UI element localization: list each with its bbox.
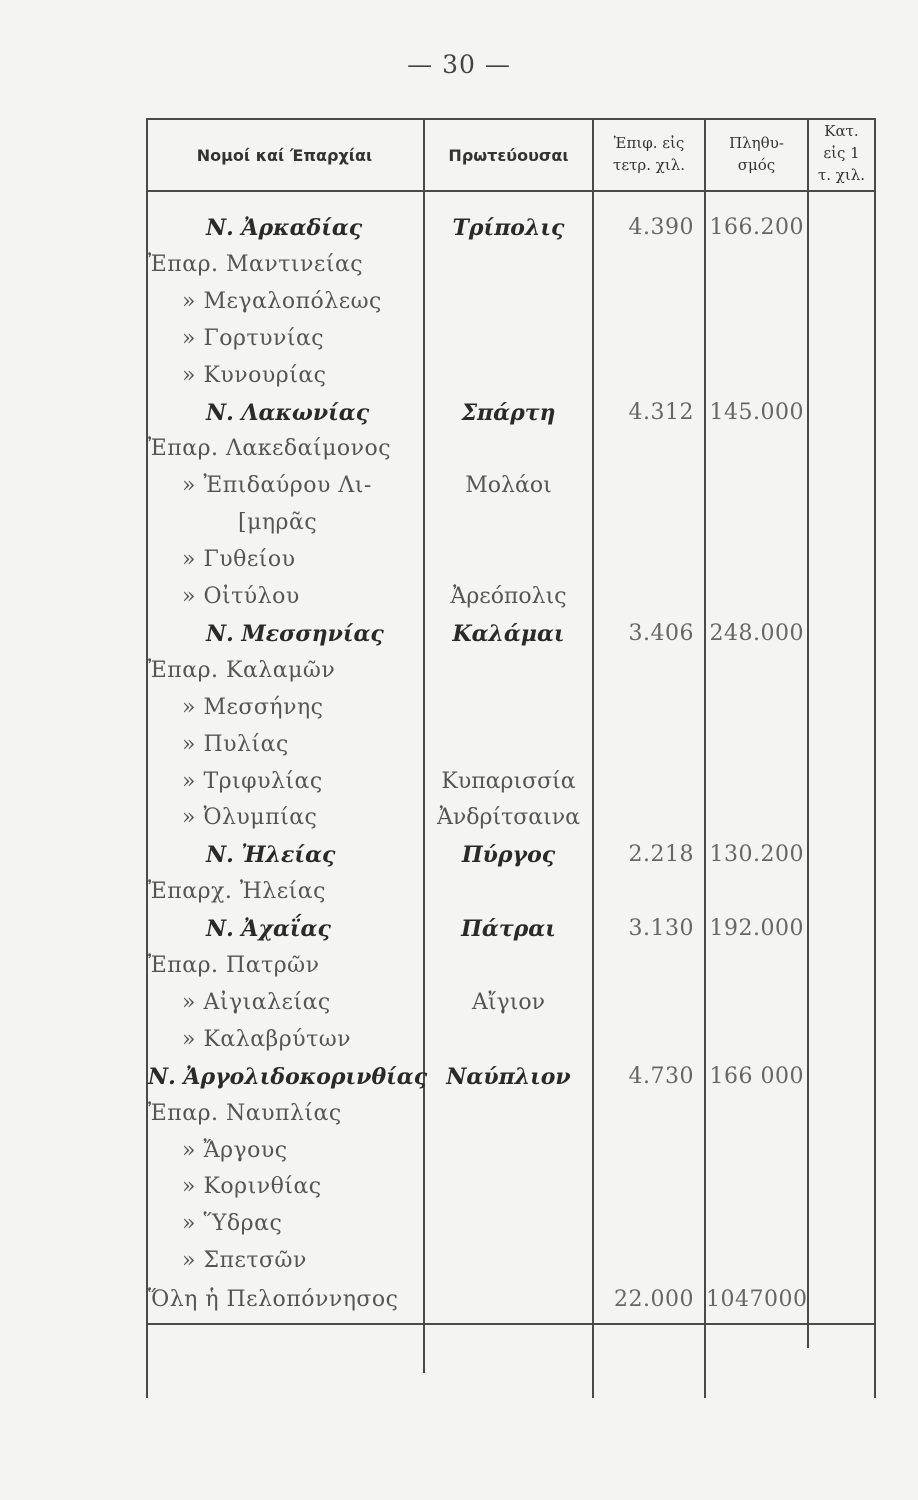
page-number: — 30 — [407, 50, 511, 79]
nomos-name: Ν. Ἀχαΐας [206, 916, 331, 942]
area-value: 4.730 [628, 1064, 694, 1089]
eparchy-name: » Κυνουρίας [182, 363, 327, 388]
population-value: 1047000 [706, 1287, 808, 1312]
capital-name: Ἀρεόπολις [450, 584, 567, 609]
column-divider-population [704, 118, 706, 1398]
column-divider-density [807, 118, 809, 1348]
header-density-line1: Κατ. [824, 122, 859, 140]
header-bottom-border [146, 190, 876, 192]
population-value: 145.000 [709, 400, 804, 425]
header-density-line3: τ. χιλ. [817, 166, 866, 184]
header-area-line1: Ἐπιφ. εἰς [613, 134, 685, 152]
capital-name: Πύργος [461, 842, 556, 868]
header-density-line2: εἰς 1 [823, 144, 860, 162]
capital-name: Πάτραι [461, 916, 556, 942]
header-nomoi-eparchiai: Νομοί καί Έπαρχίαι [196, 146, 373, 165]
total-label: Ὅλη ἡ Πελοπόννησος [148, 1287, 399, 1312]
header-population-line2: σμός [737, 156, 776, 174]
header-area [594, 132, 704, 176]
eparchy-name: » Γορτυνίας [182, 326, 325, 351]
population-value: 166.200 [709, 215, 804, 240]
eparchy-name: » Μεσσήνης [182, 695, 324, 720]
eparchy-name: » Ἄργους [182, 1138, 288, 1163]
eparchy-name: Ἐπαρ. Καλαμῶν [148, 658, 336, 683]
capital-name: Αἴγιον [472, 990, 545, 1015]
statistics-table [146, 118, 876, 1398]
total-row-top-border [146, 1323, 876, 1325]
header-area-line2: τετρ. χιλ. [613, 156, 685, 174]
area-value: 3.130 [628, 916, 694, 941]
eparchy-name: » Καλαβρύτων [182, 1027, 352, 1052]
column-divider-area [592, 118, 594, 1398]
capital-name: Σπάρτη [461, 400, 556, 426]
eparchy-name: [μηρᾶς [238, 510, 318, 535]
eparchy-name: Ἐπαρχ. Ἠλείας [148, 879, 326, 904]
eparchy-name: » Γυθείου [182, 547, 296, 572]
eparchy-name: » Κορινθίας [182, 1174, 322, 1199]
population-value: 166 000 [709, 1064, 804, 1089]
capital-name: Ναύπλιον [446, 1064, 571, 1090]
column-divider-capital [423, 118, 425, 1373]
area-value: 3.406 [628, 621, 694, 646]
header-capitals: Πρωτεύουσαι [448, 146, 569, 165]
nomos-name: Ν. Ἀρκαδίας [206, 215, 363, 241]
area-value: 4.312 [628, 400, 694, 425]
eparchy-name: Ἐπαρ. Ναυπλίας [148, 1101, 342, 1126]
capital-name: Μολάοι [465, 473, 552, 498]
nomos-name: Ν. Ἀργολιδοκορινθίας [148, 1064, 428, 1090]
eparchy-name: Ἐπαρ. Μαντινείας [148, 252, 364, 277]
nomos-name: Ν. Ἠλείας [206, 842, 336, 868]
capital-name: Κυπαρισσία [441, 769, 576, 794]
header-population [706, 132, 807, 176]
population-value: 248.000 [709, 621, 804, 646]
header-population-line1: Πληθυ- [729, 134, 784, 152]
area-value: 2.218 [628, 842, 694, 867]
table-left-border [146, 118, 148, 1398]
area-value: 22.000 [614, 1287, 694, 1312]
eparchy-name: Ἐπαρ. Πατρῶν [148, 953, 320, 978]
population-value: 192.000 [709, 916, 804, 941]
eparchy-name: » Τριφυλίας [182, 769, 323, 794]
nomos-name: Ν. Μεσσηνίας [206, 621, 384, 647]
eparchy-name: » Ἐπιδαύρου Λι- [182, 473, 372, 498]
table-top-border [146, 118, 876, 120]
eparchy-name: » Σπετσῶν [182, 1248, 307, 1273]
capital-name: Τρίπολις [452, 215, 565, 241]
capital-name: Ἀνδρίτσαινα [437, 805, 580, 830]
eparchy-name: » Οἰτύλου [182, 584, 300, 609]
eparchy-name: Ἐπαρ. Λακεδαίμονος [148, 436, 392, 461]
table-right-border [874, 118, 876, 1398]
eparchy-name: » Ὕδρας [182, 1211, 283, 1236]
eparchy-name: » Ὀλυμπίας [182, 805, 318, 830]
population-value: 130.200 [709, 842, 804, 867]
eparchy-name: » Μεγαλοπόλεως [182, 289, 382, 314]
header-density [809, 120, 874, 186]
capital-name: Καλάμαι [452, 621, 565, 647]
nomos-name: Ν. Λακωνίας [206, 400, 370, 426]
eparchy-name: » Αἰγιαλείας [182, 990, 331, 1015]
eparchy-name: » Πυλίας [182, 732, 289, 757]
area-value: 4.390 [628, 215, 694, 240]
